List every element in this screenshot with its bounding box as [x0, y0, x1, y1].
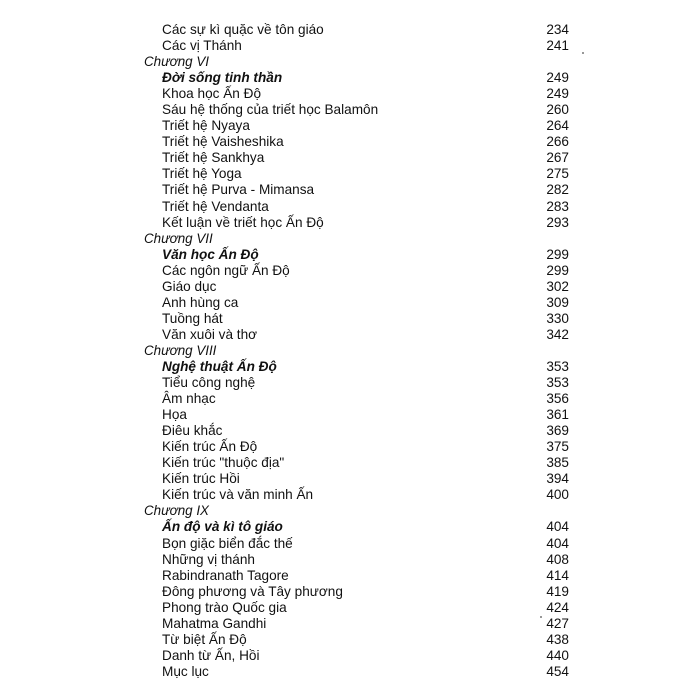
- toc-page-number: 302: [546, 278, 569, 294]
- toc-entry: [0, 648, 700, 664]
- toc-page-number: 309: [546, 294, 569, 310]
- toc-entry-title: Kết luận về triết học Ấn Độ: [162, 214, 324, 230]
- toc-entry-title: Chương VIII: [144, 342, 217, 358]
- toc-entry: [0, 311, 700, 327]
- toc-page-number: 353: [546, 358, 569, 374]
- toc-page-number: 353: [546, 375, 569, 391]
- toc-entry: [0, 182, 700, 198]
- toc-chapter-heading: [0, 231, 700, 247]
- toc-page-number: 414: [546, 567, 569, 583]
- toc-page-number: 330: [546, 310, 569, 326]
- toc-entry: [0, 295, 700, 311]
- toc-entry: [0, 552, 700, 568]
- toc-entry-title: Văn học Ấn Độ: [162, 246, 259, 262]
- toc-page-number: 385: [546, 455, 569, 471]
- toc-entry-title: Triết hệ Vendanta: [162, 198, 269, 214]
- toc-page-number: 249: [546, 86, 569, 102]
- toc-entry-title: Anh hùng ca: [162, 294, 239, 310]
- toc-page-number: 299: [546, 262, 569, 278]
- toc-page-number: 454: [546, 663, 569, 679]
- toc-entry-title: Chương VII: [144, 230, 213, 246]
- toc-entry-title: Danh từ Ấn, Hồi: [162, 647, 260, 663]
- toc-entry-title: Ấn độ và kì tô giáo: [162, 519, 283, 535]
- toc-chapter-heading: [0, 503, 700, 519]
- toc-page-number: 260: [546, 102, 569, 118]
- toc-page-number: 440: [546, 647, 569, 663]
- toc-entry: [0, 632, 700, 648]
- toc-page-number: 438: [546, 631, 569, 647]
- toc-page-number: 404: [546, 535, 569, 551]
- toc-page-number: 293: [546, 214, 569, 230]
- toc-section-title: [0, 359, 700, 375]
- toc-entry-title: Đời sống tinh thần: [162, 70, 283, 86]
- toc-entry-title: Sáu hệ thống của triết học Balamôn: [162, 102, 379, 118]
- toc-page-number: 404: [546, 519, 569, 535]
- toc-page-number: 283: [546, 198, 569, 214]
- toc-entry-title: Những vị thánh: [162, 551, 255, 567]
- toc-entry: [0, 455, 700, 471]
- toc-entry: [0, 568, 700, 584]
- toc-entry-title: Rabindranath Tagore: [162, 567, 289, 583]
- toc-entry: [0, 199, 700, 215]
- toc-entry: [0, 423, 700, 439]
- toc-entry: [0, 584, 700, 600]
- toc-entry-title: Phong trào Quốc gia: [162, 599, 287, 615]
- toc-entry: [0, 150, 700, 166]
- scan-speck: [540, 616, 542, 618]
- toc-entry-title: Họa: [162, 407, 187, 423]
- toc-entry-title: Tuồng hát: [162, 310, 223, 326]
- toc-page-number: 424: [546, 599, 569, 615]
- toc-page-number: 356: [546, 391, 569, 407]
- toc-entry-title: Triết hệ Sankhya: [162, 150, 265, 166]
- toc-page-number: 419: [546, 583, 569, 599]
- toc-entry-title: Các sự kì quặc về tôn giáo: [162, 22, 324, 37]
- toc-entry-title: Mahatma Gandhi: [162, 615, 267, 631]
- toc-entry: [0, 22, 700, 38]
- toc-chapter-heading: [0, 54, 700, 70]
- toc-entry: [0, 102, 700, 118]
- toc-page-number: 264: [546, 118, 569, 134]
- toc-entry-title: Kiến trúc "thuộc địa": [162, 455, 285, 471]
- toc-entry-title: Giáo dục: [162, 278, 217, 294]
- toc-entry: [0, 375, 700, 391]
- toc-entry-title: Triết hệ Vaisheshika: [162, 134, 284, 150]
- toc-entry-title: Chương VI: [144, 54, 209, 70]
- toc-entry-title: Điêu khắc: [162, 423, 223, 439]
- toc-page-number: 342: [546, 326, 569, 342]
- toc-entry-title: Văn xuôi và thơ: [162, 326, 258, 342]
- toc-page-number: 408: [546, 551, 569, 567]
- toc-entry: [0, 118, 700, 134]
- toc-entry-title: Triết hệ Yoga: [162, 166, 242, 182]
- toc-entry-title: Từ biệt Ấn Độ: [162, 631, 247, 647]
- toc-section-title: [0, 247, 700, 263]
- toc-entry: [0, 616, 700, 632]
- toc-entry: [0, 471, 700, 487]
- toc-page-number: 361: [546, 407, 569, 423]
- toc-entry-title: Chương IX: [144, 503, 209, 519]
- toc-entry: [0, 279, 700, 295]
- toc-page-number: 427: [546, 615, 569, 631]
- toc-entry: [0, 134, 700, 150]
- toc-entry-title: Các vị Thánh: [162, 38, 242, 54]
- toc-entry-title: Bọn giặc biển đắc thế: [162, 535, 293, 551]
- toc-page-number: 394: [546, 471, 569, 487]
- toc-page-number: 369: [546, 423, 569, 439]
- toc-page-number: 400: [546, 487, 569, 503]
- toc-entry: [0, 215, 700, 231]
- toc-entry: [0, 391, 700, 407]
- toc-entry-title: Âm nhạc: [162, 391, 216, 407]
- toc-page-number: 299: [546, 246, 569, 262]
- toc-entry-title: Các ngôn ngữ Ấn Độ: [162, 262, 290, 278]
- toc-entry-title: Triết hệ Nyaya: [162, 118, 250, 134]
- toc-section-title: [0, 519, 700, 535]
- toc-entry-title: Kiến trúc Ấn Độ: [162, 439, 258, 455]
- toc-section-title: [0, 70, 700, 86]
- toc-entry: [0, 487, 700, 503]
- toc-entry-title: Triết hệ Purva - Mimansa: [162, 182, 315, 198]
- toc-entry: [0, 38, 700, 54]
- toc-entry: [0, 600, 700, 616]
- scan-speck: [582, 52, 584, 54]
- toc-page-number: 282: [546, 182, 569, 198]
- toc-page-number: 267: [546, 150, 569, 166]
- toc-entry-title: Khoa học Ấn Độ: [162, 86, 261, 102]
- toc-entry: [0, 263, 700, 279]
- toc-entry-title: Nghệ thuật Ấn Độ: [162, 358, 277, 374]
- toc-entry: [0, 407, 700, 423]
- toc-page-number: 266: [546, 134, 569, 150]
- toc-entry-title: Đông phương và Tây phương: [162, 583, 343, 599]
- toc-entry-title: Tiểu công nghệ: [162, 375, 256, 391]
- toc-entry-title: Kiến trúc và văn minh Ấn: [162, 487, 314, 503]
- toc-entry-title: Mục lục: [162, 663, 209, 679]
- toc-page-number: 241: [546, 38, 569, 54]
- toc-page-number: 234: [546, 22, 569, 37]
- table-of-contents: [0, 22, 700, 680]
- toc-page-number: 275: [546, 166, 569, 182]
- toc-page-number: 249: [546, 70, 569, 86]
- toc-entry: [0, 86, 700, 102]
- toc-entry: [0, 439, 700, 455]
- toc-entry-title: Kiến trúc Hồi: [162, 471, 240, 487]
- toc-entry: [0, 536, 700, 552]
- toc-entry: [0, 664, 700, 680]
- toc-chapter-heading: [0, 343, 700, 359]
- toc-page-number: 375: [546, 439, 569, 455]
- toc-entry: [0, 327, 700, 343]
- toc-entry: [0, 166, 700, 182]
